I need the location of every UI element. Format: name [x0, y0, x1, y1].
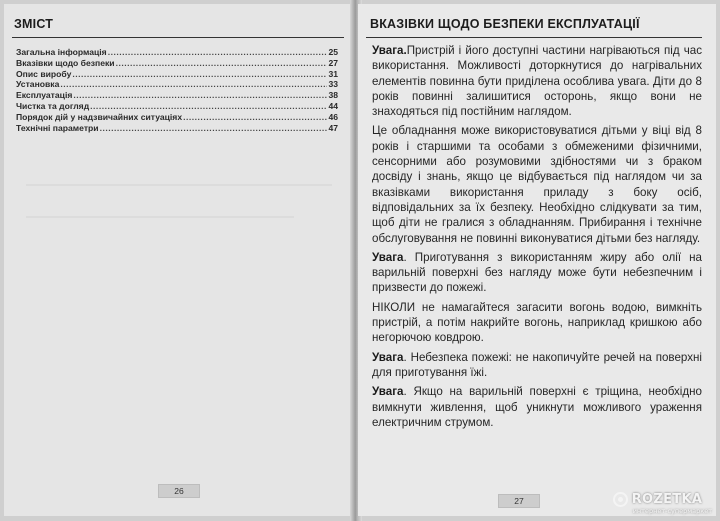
toc-leader	[108, 47, 328, 58]
toc-entry	[16, 79, 338, 90]
toc-leader	[90, 101, 327, 112]
toc-entry	[16, 90, 338, 101]
toc-leader	[73, 90, 327, 101]
paragraph-text: . Якщо на варильній поверхні є тріщина, необхідно вимкнути живлення, щоб уникнути можливого ураження електричним струмом.	[372, 385, 702, 429]
warning-lead: Увага.	[372, 44, 407, 57]
paragraph-text: НІКОЛИ не намагайтеся загасити вогонь водою, вимкніть пристрій, а потім накрийте вогонь, наприклад кришкою або негорючою ковдрою.	[372, 300, 702, 345]
safety-heading: ВКАЗІВКИ ЩОДО БЕЗПЕКИ ЕКСПЛУАТАЦІЇ	[370, 17, 640, 31]
warning-lead: Увага	[372, 385, 404, 399]
page-number: 26	[158, 484, 200, 498]
left-page	[4, 4, 354, 516]
toc-entry-title: Експлуатація	[16, 90, 73, 101]
show-through-text	[26, 216, 294, 218]
paragraph-text: . Приготування з використанням жиру або олії на варильній поверхні без нагляду може бути небезпечним і призвести до пожежі.	[372, 250, 702, 295]
show-through-text	[26, 184, 332, 186]
watermark	[613, 492, 712, 515]
toc-entry-page: 33	[328, 79, 338, 90]
table-of-contents	[16, 47, 338, 133]
paragraph	[372, 43, 702, 119]
toc-entry	[16, 47, 338, 58]
warning-lead: Увага	[372, 250, 404, 264]
paragraph-text: Пристрій і його доступні частини нагріваються під час використання. Можливості доторкнутися до нагрівальних елементів повинна бути приділена особлива увага. Діти до 8 років повинні залишитися осторонь, якщо вони не знаходяться під постійним наглядом.	[372, 44, 702, 119]
paragraph-text: Це обладнання може використовуватися дітьми у віці від 8 років і старшими та особами з обмеженими фізичними, сенсорними або розумовими здібностями чи з браком досвіду і знань, якщо це відбувається під наглядом чи за вказівками використання приладу з боку осіб, відповідальних за їх безпеку. Необхідно слідкувати за тим, щоб діти не гралися з обладнанням. Прибирання і технічне обслуговування не повинні виконуватися дітьми без нагляду.	[372, 124, 702, 245]
toc-entry-page: 44	[328, 100, 338, 111]
toc-entry-title: Установка	[16, 79, 60, 90]
toc-entry	[16, 123, 338, 134]
paragraph	[372, 250, 702, 296]
toc-leader	[116, 58, 328, 69]
warning-lead: Увага	[372, 350, 404, 364]
toc-leader	[100, 123, 328, 134]
paragraph	[372, 300, 702, 346]
paragraph	[372, 350, 702, 381]
paragraph	[372, 384, 702, 430]
paragraph-text: . Небезпека пожежі: не накопичуйте речей на поверхні для приготування їжі.	[372, 350, 702, 379]
toc-entry-page: 47	[328, 122, 338, 133]
toc-leader	[72, 69, 327, 80]
toc-entry-page: 27	[328, 57, 338, 68]
toc-entry	[16, 101, 338, 112]
safety-text	[372, 43, 702, 434]
contents-heading: ЗМІСТ	[14, 17, 54, 31]
toc-entry-title: Опис виробу	[16, 68, 72, 79]
watermark-subtitle: интернет-супермаркет	[632, 507, 712, 515]
toc-entry-title: Загальна інформація	[16, 47, 107, 57]
heading-divider	[12, 37, 344, 38]
toc-entry	[16, 58, 338, 69]
toc-entry-page: 25	[328, 47, 338, 57]
toc-entry	[16, 112, 338, 123]
toc-entry-title: Порядок дій у надзвичайних ситуаціях	[16, 111, 183, 122]
toc-leader	[60, 79, 327, 90]
toc-entry-title: Чистка та догляд	[16, 100, 90, 111]
toc-entry-page: 31	[328, 68, 338, 79]
heading-divider	[366, 37, 702, 38]
toc-entry-page: 46	[328, 111, 338, 122]
toc-leader	[183, 112, 327, 123]
watermark-brand: ROZETKA	[631, 492, 703, 507]
toc-entry-title: Вказівки щодо безпеки	[16, 57, 115, 68]
rozetka-logo-icon	[613, 492, 628, 507]
page-number: 27	[498, 494, 540, 508]
toc-entry-page: 38	[328, 90, 338, 101]
paragraph	[372, 123, 702, 245]
right-page	[358, 4, 716, 516]
toc-entry-title: Технічні параметри	[16, 122, 99, 133]
toc-entry	[16, 69, 338, 80]
